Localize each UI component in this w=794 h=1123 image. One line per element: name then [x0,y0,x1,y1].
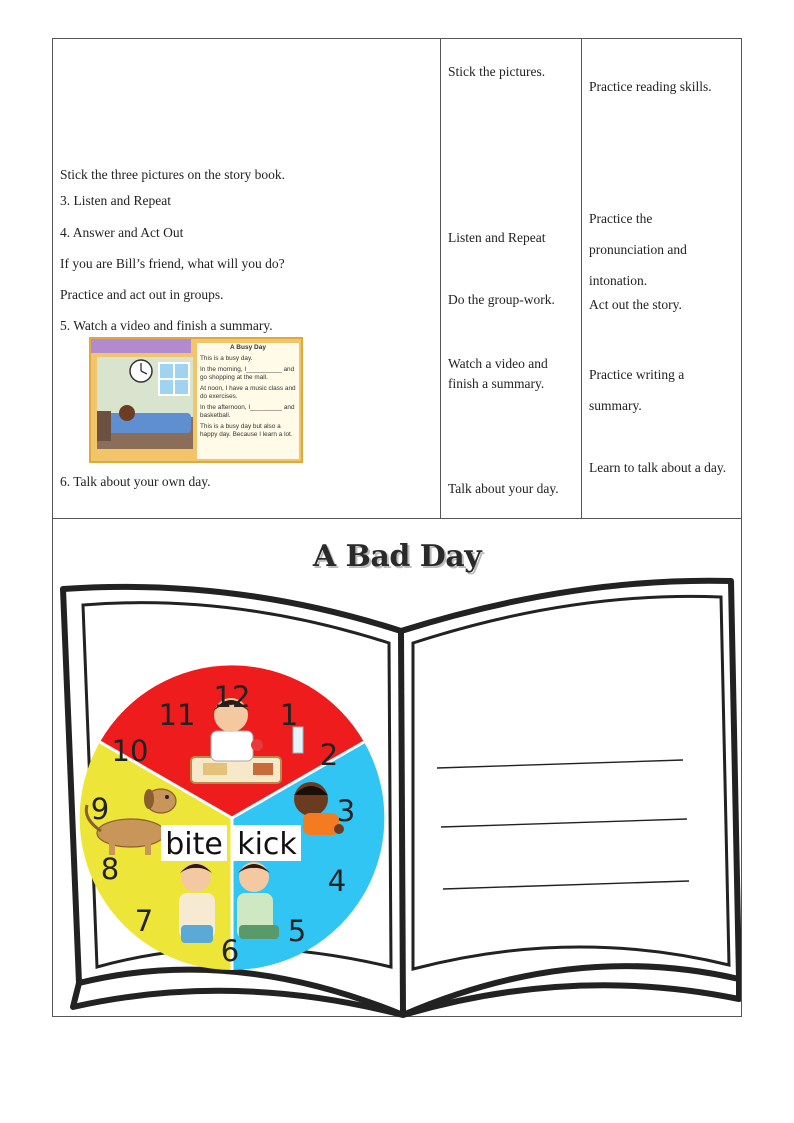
purpose-writing: Practice writing a summary. [589,367,685,413]
step-listen-repeat: 3. Listen and Repeat [60,193,171,208]
purpose-pronunciation: Practice the pronunciation and intonation. [589,211,687,288]
clock-number: 7 [134,904,154,938]
summary-text-page [197,343,299,459]
stick-instruction: Stick the three pictures on the story book. [60,167,285,182]
activity-listen: Listen and Repeat [448,230,546,245]
clock-number: 10 [111,734,149,768]
summary-line: In the morning, I__________ and go shopping at the mall. [200,366,295,381]
summary-card-image [89,337,303,463]
purpose-act: Act out the story. [589,297,682,312]
step-answer-act: 4. Answer and Act Out [60,225,184,240]
clock-number: 3 [336,794,356,828]
step-watch-video: 5. Watch a video and finish a summary. [60,318,273,333]
clock-number: 9 [90,792,110,826]
clock-number: 1 [279,698,299,732]
activity-watch: Watch a video and finish a summary. [448,356,548,391]
practice-groups: Practice and act out in groups. [60,287,224,302]
clock-number: 5 [287,914,307,948]
clock-number: 8 [100,852,120,886]
lesson-table [52,38,742,1017]
clock-number: 4 [327,864,347,898]
clock-number: 12 [213,680,251,714]
card-header-bar [91,339,191,353]
step-talk-day: 6. Talk about your own day. [60,474,211,489]
clock-number: 11 [158,698,196,732]
friend-question: If you are Bill’s friend, what will you do? [60,256,285,271]
clock-number: 6 [220,934,240,968]
activity-stick: Stick the pictures. [448,64,546,79]
activity-group: Do the group-work. [448,292,555,307]
summary-line: In the afternoon, I_________ and basketball. [200,404,295,419]
purpose-reading: Practice reading skills. [589,79,712,94]
purpose-learn: Learn to talk about a day. [589,460,727,475]
summary-title: A Busy Day [230,344,266,351]
column-divider [440,39,441,518]
summary-line: At noon, I have a music class and do exercises. [200,385,296,400]
story-book-illustration [53,569,741,1019]
summary-line: This is a busy day but also a happy day. Because I learn a lot. [200,423,293,438]
column-divider [581,39,582,518]
story-title: A Bad Day [312,539,482,574]
row-divider [53,518,741,519]
label-kick: kick [237,827,297,862]
summary-line: This is a busy day. [200,355,253,362]
bedroom-scene [97,357,193,449]
label-bite: bite [165,827,223,862]
clock-number: 2 [319,738,339,772]
activity-talk: Talk about your day. [448,481,559,496]
